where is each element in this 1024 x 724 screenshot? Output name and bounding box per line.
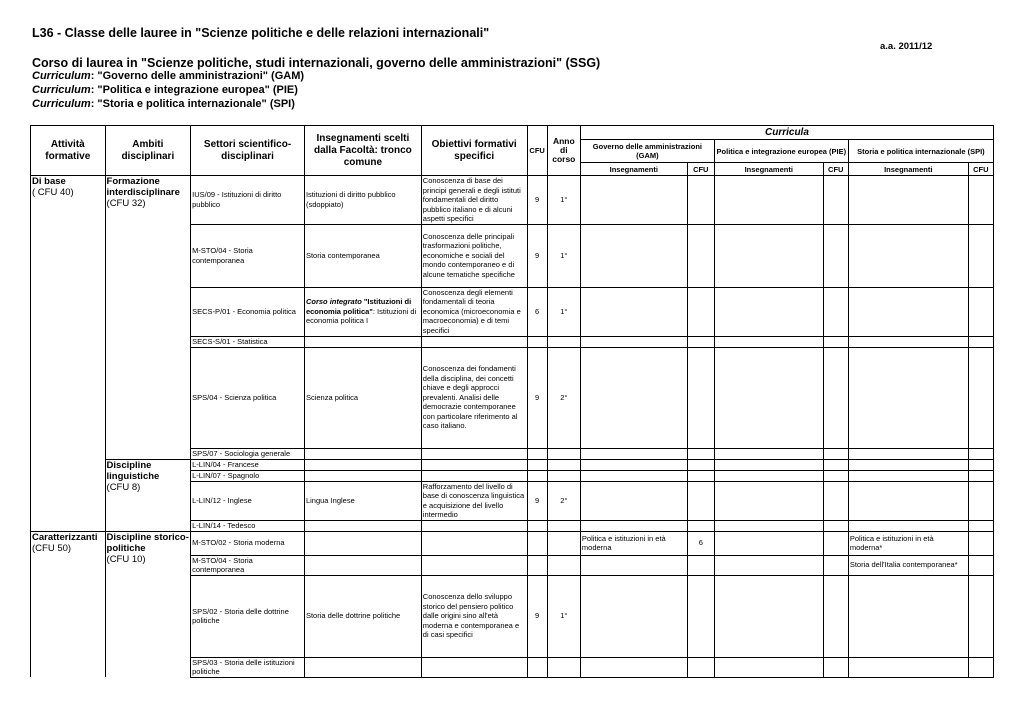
ambito-cfu: (CFU 10) [106,553,146,565]
table-row [31,176,994,225]
course-title: Corso di laurea in "Scienze politiche, studi internazionali, governo delle amministrazioni" (SSG) [32,56,601,70]
corso-integrato-label: Corso integrato [305,297,364,307]
table-row [31,531,994,555]
curriculum-gam [32,70,304,82]
group-cfu: ( CFU 40) [32,187,74,198]
subheader-cfu: CFU [687,163,714,176]
header-spi: Storia e politica internazionale (SPI) [848,140,993,163]
cfu-cell: 6 [527,287,547,336]
cfu-cell: 9 [527,176,547,225]
settore-cell: SECS-P/01 - Economia politica [191,287,305,336]
settore-cell: M-STO/04 - Storia contemporanea [191,555,305,575]
group-base [31,176,106,532]
settore-cell: SPS/03 - Storia delle istituzioni politiche [191,657,305,677]
anno-cell: 2° [547,481,580,520]
settore-cell: SPS/04 - Scienza politica [191,347,305,448]
curriculum-name: : "Politica e integrazione europea" (PIE) [90,84,298,96]
curriculum-word: Curriculum [32,84,91,96]
settore-cell: L-LIN/04 - Francese [191,459,305,470]
gam-cfu-cell: 6 [687,531,714,555]
cfu-cell: 9 [527,347,547,448]
settore-cell: M-STO/02 - Storia moderna [191,531,305,555]
curriculum-word: Curriculum [32,70,91,82]
settore-cell: L-LIN/07 - Spagnolo [191,470,305,481]
anno-cell: 2° [547,347,580,448]
settore-cell: SPS/07 - Sociologia generale [191,448,305,459]
header-insegnamenti: Insegnamenti scelti dalla Facoltà: tronco comune [304,126,421,176]
obiettivi-cell: Conoscenza degli elementi fondamentali di teoria economica (microeconomia e macroeconomia) e di temi specifici [421,287,527,336]
insegnamento-cell [304,287,421,336]
curriculum-name: : "Governo delle amministrazioni" (GAM) [90,70,305,82]
insegnamento-cell: Istituzioni di diritto pubblico (sdoppiato) [304,176,421,225]
settore-cell: M-STO/04 - Storia contemporanea [191,224,305,287]
anno-cell: 1° [547,224,580,287]
group-cfu: (CFU 50) [32,542,72,554]
corso-integrato-rest: : Istituzioni di economia politica I [305,306,417,326]
anno-cell: 1° [547,287,580,336]
group-title: Caratterizzanti [32,531,98,543]
cfu-cell: 9 [527,224,547,287]
subheader-cfu: CFU [823,163,848,176]
obiettivi-cell: Conoscenza di base dei principi generali e degli istituti fondamentali del diritto pubblico italiano e di alcuni aspetti specifici [421,176,527,225]
ambito-cfu: (CFU 8) [106,481,141,493]
header-curricula: Curricula [580,126,993,140]
header-attivita: Attività formative [31,126,106,176]
curriculum-table [30,125,994,678]
page-title: L36 - Classe delle lauree in "Scienze politiche e delle relazioni internazionali" [32,26,490,40]
header-anno: Anno di corso [547,126,580,176]
header-settori: Settori scientifico-disciplinari [191,126,305,176]
settore-cell: L-LIN/12 - Inglese [191,481,305,520]
header-pie: Politica e integrazione europea (PIE) [714,140,848,163]
header-obiettivi: Obiettivi formativi specifici [421,126,527,176]
group-caratterizzanti [31,531,106,677]
obiettivi-cell: Rafforzamento del livello di base di conoscenza linguistica e acquisizione del livello intermedio [421,481,527,520]
settore-cell: L-LIN/14 - Tedesco [191,520,305,531]
curriculum-word: Curriculum [32,98,91,110]
ambito-linguistiche [105,459,191,531]
gam-insegnamento-cell: Politica e istituzioni in età moderna [580,531,687,555]
obiettivi-cell: Conoscenza delle principali trasformazioni politiche, economiche e sociali del mondo contemporaneo e di alcune tematiche specifiche [421,224,527,287]
anno-cell: 1° [547,575,580,657]
ambito-title: Discipline linguistiche [106,459,160,482]
cfu-cell: 9 [527,481,547,520]
settore-cell: SECS-S/01 - Statistica [191,336,305,347]
anno-cell: 1° [547,176,580,225]
spi-insegnamento-cell: Storia dell'Italia contemporanea* [848,555,968,575]
subheader-insegnamenti: Insegnamenti [848,163,968,176]
header-ambiti: Ambiti disciplinari [105,126,191,176]
spi-insegnamento-cell: Politica e istituzioni in età moderna* [848,531,968,555]
corso-integrato-title: "Istituzioni di economia politica" [305,297,412,316]
obiettivi-cell: Conoscenza dello sviluppo storico del pensiero politico dalle origini sino all'età moderna e contemporanea e di casi specifici [421,575,527,657]
table-row [31,459,994,470]
insegnamento-cell: Lingua Inglese [304,481,421,520]
obiettivi-cell: Conoscenza dei fondamenti della disciplina, dei concetti chiave e degli approcci prevalenti. Analisi delle democrazie contemporanee con particolare riferimento al caso italiano. [421,347,527,448]
settore-cell: IUS/09 - Istituzioni di diritto pubblico [191,176,305,225]
ambito-title: Formazione interdisciplinare [106,176,180,198]
curriculum-spi [32,98,295,110]
insegnamento-cell: Scienza politica [304,347,421,448]
subheader-cfu: CFU [968,163,993,176]
ambito-formazione [105,176,191,460]
insegnamento-cell: Storia contemporanea [304,224,421,287]
subheader-insegnamenti: Insegnamenti [714,163,823,176]
curriculum-name: : "Storia e politica internazionale" (SPI) [90,98,295,110]
insegnamento-cell: Storia delle dottrine politiche [304,575,421,657]
ambito-storico-politiche [105,531,191,677]
ambito-title: Discipline storico-politiche [106,531,189,554]
academic-year: a.a. 2011/12 [880,41,933,52]
settore-cell: SPS/02 - Storia delle dottrine politiche [191,575,305,657]
header-gam: Governo delle amministrazioni (GAM) [580,140,714,163]
subheader-insegnamenti: Insegnamenti [580,163,687,176]
ambito-cfu: (CFU 32) [106,198,146,209]
cfu-cell: 9 [527,575,547,657]
curriculum-pie [32,84,298,96]
group-title: Di base [32,176,66,187]
header-cfu: CFU [527,126,547,176]
